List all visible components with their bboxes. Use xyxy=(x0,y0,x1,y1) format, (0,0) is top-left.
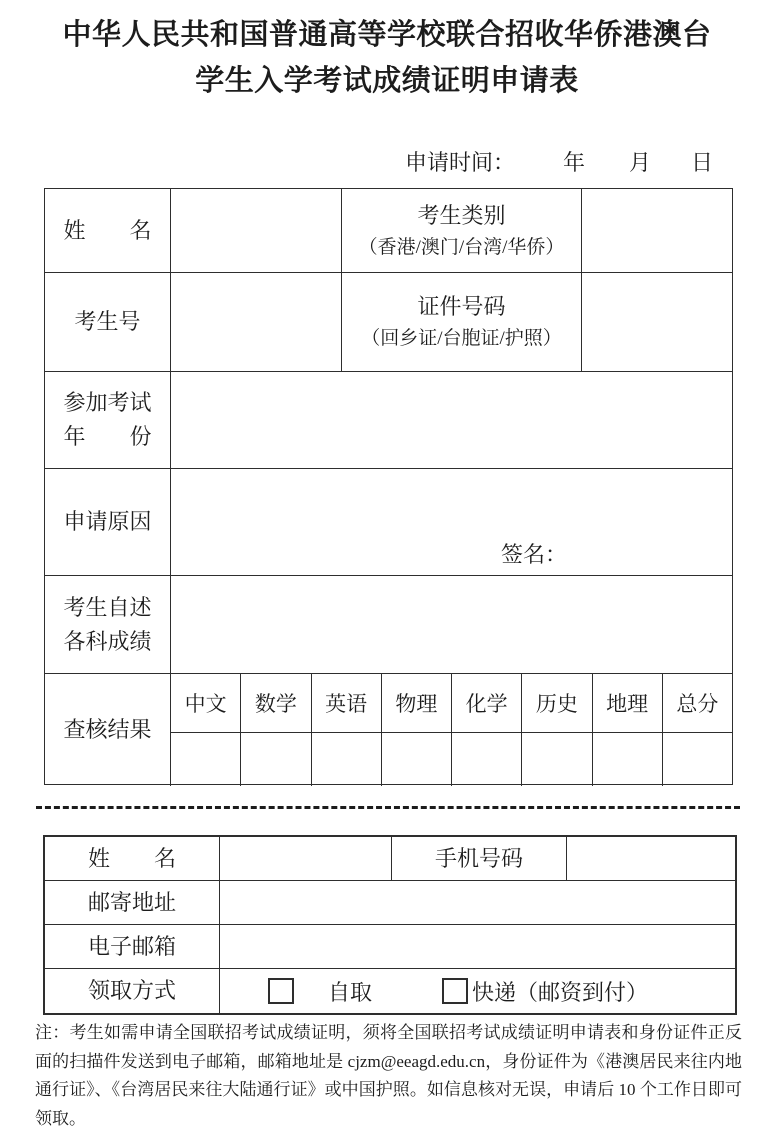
subject-header-row xyxy=(171,674,732,733)
score-grid xyxy=(171,674,732,786)
self-report-row xyxy=(45,576,732,674)
category-hint: （香港/澳门/台湾/华侨） xyxy=(358,236,565,258)
score-value-total[interactable] xyxy=(663,733,732,786)
self-report-label-line1: 考生自述 xyxy=(63,594,152,620)
subject-header-history: 历史 xyxy=(522,674,592,732)
apply-time-year-label: 年 xyxy=(563,150,586,175)
score-value-geography[interactable] xyxy=(593,733,663,786)
apply-time-label: 申请时间： xyxy=(405,150,516,175)
pickup-options-cell xyxy=(220,969,735,1013)
category-label: 考生类别 xyxy=(417,202,506,228)
check-result-row xyxy=(45,674,732,786)
apply-time-month-label: 月 xyxy=(629,150,652,175)
email-label: 电子邮箱 xyxy=(45,925,220,968)
contact-name-label: 姓 名 xyxy=(45,837,220,880)
form-title-line1: 中华人民共和国普通高等学校联合招收华侨港澳台 xyxy=(62,19,712,51)
subject-header-geography: 地理 xyxy=(593,674,663,732)
pickup-self-label: 自取 xyxy=(328,979,373,1005)
id-number-label: 证件号码 xyxy=(417,294,506,319)
score-value-chemistry[interactable] xyxy=(452,733,522,786)
reason-input-cell[interactable] xyxy=(171,469,732,575)
form-title-line2: 学生入学考试成绩证明申请表 xyxy=(195,65,579,97)
main-table xyxy=(44,188,733,785)
exam-year-row xyxy=(45,372,732,469)
form-title xyxy=(0,12,774,104)
subject-header-chemistry: 化学 xyxy=(452,674,522,732)
email-input-cell[interactable] xyxy=(220,925,735,968)
address-input-cell[interactable] xyxy=(220,881,735,924)
candidate-number-label: 考生号 xyxy=(45,273,171,371)
check-result-label: 查核结果 xyxy=(45,674,171,786)
subject-header-chinese: 中文 xyxy=(171,674,241,732)
footnote-text: 注：考生如需申请全国联招考试成绩证明，须将全国联招考试成绩证明申请表和身份证件正反面的扫描件发送到电子邮箱，邮箱地址是 cjzm@eeagd.edu.cn，身份证件为《港澳居民来往内地通行证》、《台湾居民来往大陆通行证》或中国护照。如信息核对无误，申请后 10 个工作日即可领取。 xyxy=(35,1023,742,1128)
subject-header-total: 总分 xyxy=(676,692,719,716)
name-row xyxy=(45,189,732,273)
score-value-english[interactable] xyxy=(312,733,382,786)
candidate-number-input-cell[interactable] xyxy=(171,273,342,371)
exam-year-label-line1: 参加考试 xyxy=(63,390,152,415)
apply-time-row xyxy=(0,146,774,174)
contact-name-row xyxy=(45,837,735,881)
id-number-label-cell xyxy=(342,273,582,371)
reason-label: 申请原因 xyxy=(45,469,171,575)
signature-label: 签名： xyxy=(501,542,568,567)
score-values-row xyxy=(171,733,732,786)
score-value-math[interactable] xyxy=(241,733,311,786)
self-report-label-line2: 各科成绩 xyxy=(63,628,152,654)
exam-year-input-cell[interactable] xyxy=(171,372,732,468)
subject-header-physics: 物理 xyxy=(382,674,452,732)
contact-name-input-cell[interactable] xyxy=(220,837,392,880)
address-label: 邮寄地址 xyxy=(45,881,220,924)
name-input-cell[interactable] xyxy=(171,189,342,272)
phone-label: 手机号码 xyxy=(392,837,567,880)
phone-input-cell[interactable] xyxy=(567,837,735,880)
name-label: 姓 名 xyxy=(45,189,171,272)
self-report-label-cell xyxy=(45,576,171,673)
subject-header-english: 英语 xyxy=(312,674,382,732)
score-value-chinese[interactable] xyxy=(171,733,241,786)
apply-time-day-label: 日 xyxy=(691,150,714,175)
category-input-cell[interactable] xyxy=(582,189,732,272)
contact-table xyxy=(43,835,737,1015)
exam-year-label-cell xyxy=(45,372,171,468)
pickup-self-checkbox[interactable] xyxy=(268,978,294,1004)
id-number-hint: （回乡证/台胞证/护照） xyxy=(361,328,562,349)
email-row xyxy=(45,925,735,969)
category-label-cell xyxy=(342,189,582,272)
score-value-history[interactable] xyxy=(522,733,592,786)
pickup-label: 领取方式 xyxy=(45,969,220,1013)
candidate-number-row xyxy=(45,273,732,372)
self-report-input-cell[interactable] xyxy=(171,576,732,673)
score-value-physics[interactable] xyxy=(382,733,452,786)
address-row xyxy=(45,881,735,925)
reason-row xyxy=(45,469,732,576)
exam-year-label-line2: 年 份 xyxy=(63,424,152,449)
id-number-input-cell[interactable] xyxy=(582,273,732,371)
pickup-express-checkbox[interactable] xyxy=(442,978,468,1004)
pickup-express-label: 快递（邮资到付） xyxy=(472,979,649,1005)
pickup-row xyxy=(45,969,735,1013)
cut-separator-line xyxy=(36,806,740,809)
subject-header-math: 数学 xyxy=(241,674,311,732)
